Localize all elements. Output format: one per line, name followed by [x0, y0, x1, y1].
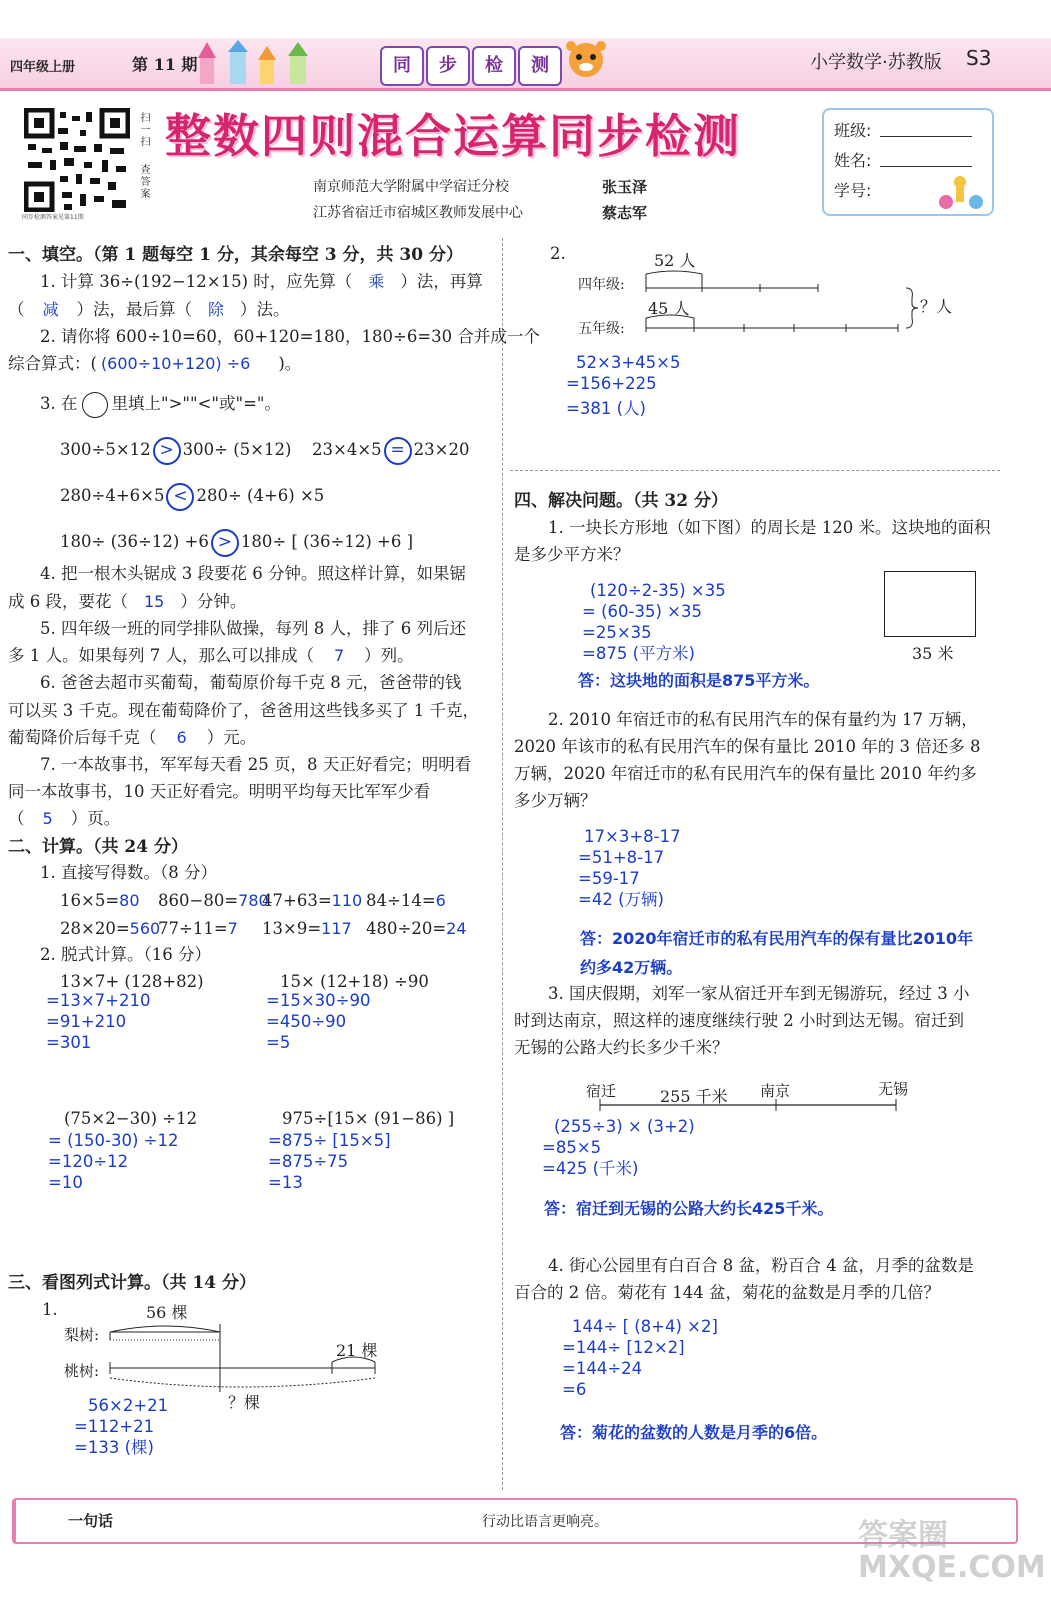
s4-p2-line4: 多少万辆？ — [514, 791, 597, 810]
rectangle-dim-label: 35 米 — [912, 644, 954, 663]
author-name-2: 蔡志军 — [602, 204, 648, 222]
grade-label: 四年级上册 — [10, 60, 76, 75]
s4-p3-line3: 无锡的公路大约长多少千米？ — [514, 1038, 729, 1057]
s3-p1-row2: 桃树: — [64, 1362, 100, 1380]
castle-illustration — [190, 40, 340, 86]
tab-2: 步 — [426, 46, 470, 86]
q5-line1: 5. 四年级一班的同学排队做操，每列 8 人，排了 6 列后还 — [40, 619, 466, 638]
q7-answer: 5 — [42, 809, 53, 828]
compare-2-sign: = — [384, 437, 412, 465]
footer-quote: 行动比语言更响亮。 — [482, 1514, 608, 1530]
expr-3-work: = (150-30) ÷12 =120÷12 =10 — [48, 1131, 179, 1192]
s4-p3-work: (255÷3) × (3+2) =85×5 =425 (千米) — [542, 1117, 695, 1178]
s4-p2-work: 17×3+8-17 =51+8-17 =59-17 =42 (万辆) — [578, 827, 681, 909]
q7-line1: 7. 一本故事书，军军每天看 25 页，8 天正好看完；明明看 — [40, 755, 472, 774]
route-label-distance: 255 千米 — [660, 1087, 728, 1106]
s3-p2-label2: 45 人 — [648, 299, 690, 318]
route-label-suqian: 宿迁 — [586, 1082, 617, 1100]
s3-p2-label1: 52 人 — [654, 251, 696, 270]
route-label-wuxi: 无锡 — [878, 1080, 909, 1098]
q5-line2: 多 1 人。如果每列 7 人，那么可以排成（ 7 ）列。 — [8, 646, 414, 665]
q1-answer-1: 乘 — [368, 272, 385, 291]
s4-p4-line2: 百合的 2 倍。菊花有 144 盆，菊花的盆数是月季的几倍？ — [514, 1283, 940, 1302]
q6-answer: 6 — [176, 728, 187, 747]
s3-p1-work: 56×2+21 =112+21 =133 (棵) — [74, 1396, 169, 1457]
s4-p3-line2: 时到达南京，照这样的速度继续行驶 2 小时到达无锡。宿迁到 — [514, 1011, 964, 1030]
section3-title: 三、看图列式计算。（共 14 分） — [8, 1273, 256, 1293]
q6-line3: 葡萄降价后每千克（ 6 ）元。 — [8, 728, 257, 747]
class-label: 班级: — [834, 121, 872, 140]
qr-code-icon — [24, 108, 130, 212]
q2-line1: 2. 请你将 600÷10=60，60+120=180，180÷6=30 合并成一个 — [40, 327, 540, 346]
s3-p2-work: 52×3+45×5 =156+225 =381 (人) — [566, 353, 681, 418]
section2-title: 二、计算。（共 24 分） — [8, 837, 188, 857]
s4-p1-line2: 是多少平方米？ — [514, 545, 630, 564]
header-bar — [0, 38, 1051, 91]
tree-segment-diagram — [100, 1318, 390, 1398]
compare-1-sign: > — [153, 437, 181, 465]
author-name-1: 张玉泽 — [602, 178, 648, 196]
expr-2: 15× (12+18) ÷90 — [280, 972, 429, 991]
scan-label: 扫一扫 — [138, 112, 149, 148]
right-divider — [510, 470, 1000, 471]
grade-segment-diagram — [640, 266, 920, 336]
oral-4: 84÷14=6 — [366, 891, 446, 910]
oral-3: 47+63=110 — [262, 891, 363, 910]
q1-answer-2: 减 — [42, 300, 59, 319]
s4-p4-line1: 4. 街心公园里有白百合 8 盆，粉百合 4 盆，月季的盆数是 — [548, 1256, 974, 1275]
q2-line2: 综合算式：( (600÷10+120) ÷6 )。 — [8, 354, 302, 373]
author-org-2: 江苏省宿迁市宿城区教师发展中心 — [313, 205, 523, 221]
oral-2: 860−80=780 — [158, 891, 269, 910]
expr-4-work: =875÷ [15×5] =875÷75 =13 — [268, 1131, 391, 1192]
expr-1-work: =13×7+210 =91+210 =301 — [46, 991, 151, 1052]
oral-8: 480÷20=24 — [366, 919, 467, 938]
giraffe-mascot-icon — [936, 176, 988, 210]
s4-p4-work: 144÷ [ (8+4) ×2] =144÷ [12×2] =144÷24 =6 — [562, 1317, 718, 1399]
q4-line1: 4. 把一根木头锯成 3 段要花 6 分钟。照这样计算，如果锯 — [40, 564, 466, 583]
s4-p2-line2: 2020 年该市的私有民用汽车的保有量比 2010 年的 3 倍还多 8 — [514, 737, 981, 756]
s3-p1-number: 1. — [42, 1300, 58, 1319]
expr-3: (75×2−30) ÷12 — [64, 1109, 198, 1128]
q6-line1: 6. 爸爸去超市买葡萄，葡萄原价每千克 8 元，爸爸带的钱 — [40, 673, 462, 692]
section4-title: 四、解决问题。（共 32 分） — [514, 491, 728, 511]
s4-p3-line1: 3. 国庆假期，刘军一家从宿迁开车到无锡游玩，经过 3 小 — [548, 984, 970, 1003]
s4-p2-line3: 万辆，2020 年宿迁市的私有民用汽车的保有量比 2010 年约多 — [514, 764, 977, 783]
issue-label: 第 11 期 — [132, 55, 198, 74]
route-line-diagram — [580, 1098, 920, 1112]
compare-3: 280÷4+6×5 < 280÷ (4+6) ×5 — [60, 482, 324, 511]
compare-1: 300÷5×12 > 300÷ (5×12) — [60, 436, 291, 465]
tab-1: 同 — [380, 46, 424, 86]
expr-1: 13×7+ (128+82) — [60, 972, 204, 991]
q6-line2: 可以买 3 千克。现在葡萄降价了，爸爸用这些钱多买了 1 千克， — [8, 701, 479, 720]
compare-3-sign: < — [166, 483, 194, 511]
sub1-title: 1. 直接写得数。（8 分） — [40, 863, 217, 882]
s4-p4-answer: 答：菊花的盆数的人数是月季的6倍。 — [560, 1423, 828, 1442]
compare-2: 23×4×5 = 23×20 — [312, 436, 469, 465]
q2-answer: (600÷10+120) ÷6 — [100, 354, 251, 373]
name-label: 姓名: — [834, 151, 872, 170]
s4-p2-answer: 答：2020年宿迁市的私有民用汽车的保有量比2010年 约多42万辆。 — [580, 929, 974, 977]
q5-answer: 7 — [333, 646, 345, 665]
q1-line1: 1. 计算 36÷(192−12×15) 时，应先算（ 乘 ）法，再算 — [40, 272, 483, 291]
student-info-box — [822, 108, 994, 216]
s4-p1-line1: 1. 一块长方形地（如下图）的周长是 120 米。这块地的面积 — [548, 518, 991, 537]
footer-label: 一句话 — [68, 1512, 114, 1530]
q4-line2: 成 6 段，要花（ 15 ）分钟。 — [8, 592, 247, 611]
page-title: 整数四则混合运算同步检测 — [165, 109, 741, 163]
q1-line2: （ 减 ）法，最后算（ 除 ）法。 — [8, 300, 290, 319]
compare-4: 180÷ (36÷12) +6 > 180÷ [ (36÷12) +6 ] — [60, 528, 413, 557]
class-field[interactable] — [880, 136, 972, 137]
q7-line3: （ 5 ）页。 — [8, 809, 121, 828]
tab-4: 测 — [518, 46, 562, 86]
s3-p2-row1: 四年级: — [578, 277, 625, 293]
rectangle-figure — [884, 571, 976, 637]
s3-p2-number: 2. — [550, 244, 566, 263]
column-divider — [502, 238, 503, 1490]
oral-5: 28×20=560 — [60, 919, 161, 938]
tab-3: 检 — [472, 46, 516, 86]
check-answer-label: 查答案 — [138, 164, 149, 200]
subject-label: 小学数学·苏教版 — [810, 52, 942, 73]
s3-p1-row1: 梨树: — [64, 1326, 100, 1344]
q3-line: 3. 在 里填上">""<"或"="。 — [40, 390, 281, 418]
page-number: S3 — [966, 46, 992, 70]
qr-caption: 同步检测答案见第11期 — [22, 214, 84, 221]
section1-title: 一、填空。（第 1 题每空 1 分，其余每空 3 分，共 30 分） — [8, 245, 463, 265]
s3-p1-question: ？棵 — [228, 1393, 261, 1412]
s3-p2-question: ？人 — [920, 297, 953, 316]
s4-p3-answer: 答：宿迁到无锡的公路大约长425千米。 — [544, 1199, 834, 1218]
tiger-mascot-icon — [562, 38, 610, 86]
q4-answer: 15 — [144, 592, 165, 611]
oral-6: 77÷11=7 — [158, 919, 238, 938]
q1-answer-3: 除 — [208, 300, 225, 319]
circle-placeholder-icon — [82, 392, 108, 418]
expr-4: 975÷[15× (91−86) ] — [282, 1109, 455, 1128]
compare-4-sign: > — [211, 529, 239, 557]
id-label: 学号: — [834, 181, 872, 200]
author-org-1: 南京师范大学附属中学宿迁分校 — [313, 179, 509, 195]
route-label-nanjing: 南京 — [760, 1082, 791, 1100]
s3-p1-top-label: 56 棵 — [146, 1303, 188, 1322]
q7-line2: 同一本故事书，10 天正好看完。明明平均每天比军军少看 — [8, 782, 431, 801]
expr-2-work: =15×30÷90 =450÷90 =5 — [266, 991, 371, 1052]
s4-p2-line1: 2. 2010 年宿迁市的私有民用汽车的保有量约为 17 万辆， — [548, 710, 978, 729]
sub2-title: 2. 脱式计算。（16 分） — [40, 945, 211, 964]
s4-p1-work: (120÷2-35) ×35 = (60-35) ×35 =25×35 =875 (平方米) — [582, 581, 726, 663]
s3-p2-row2: 五年级: — [578, 321, 625, 337]
name-field[interactable] — [880, 166, 972, 167]
oral-7: 13×9=117 — [262, 919, 352, 938]
watermark: 答案圈 MXQE.COM — [858, 1518, 1046, 1585]
s4-p1-answer: 答：这块地的面积是875平方米。 — [578, 671, 820, 690]
oral-1: 16×5=80 — [60, 891, 140, 910]
s3-p1-extra: 21 棵 — [336, 1341, 378, 1360]
